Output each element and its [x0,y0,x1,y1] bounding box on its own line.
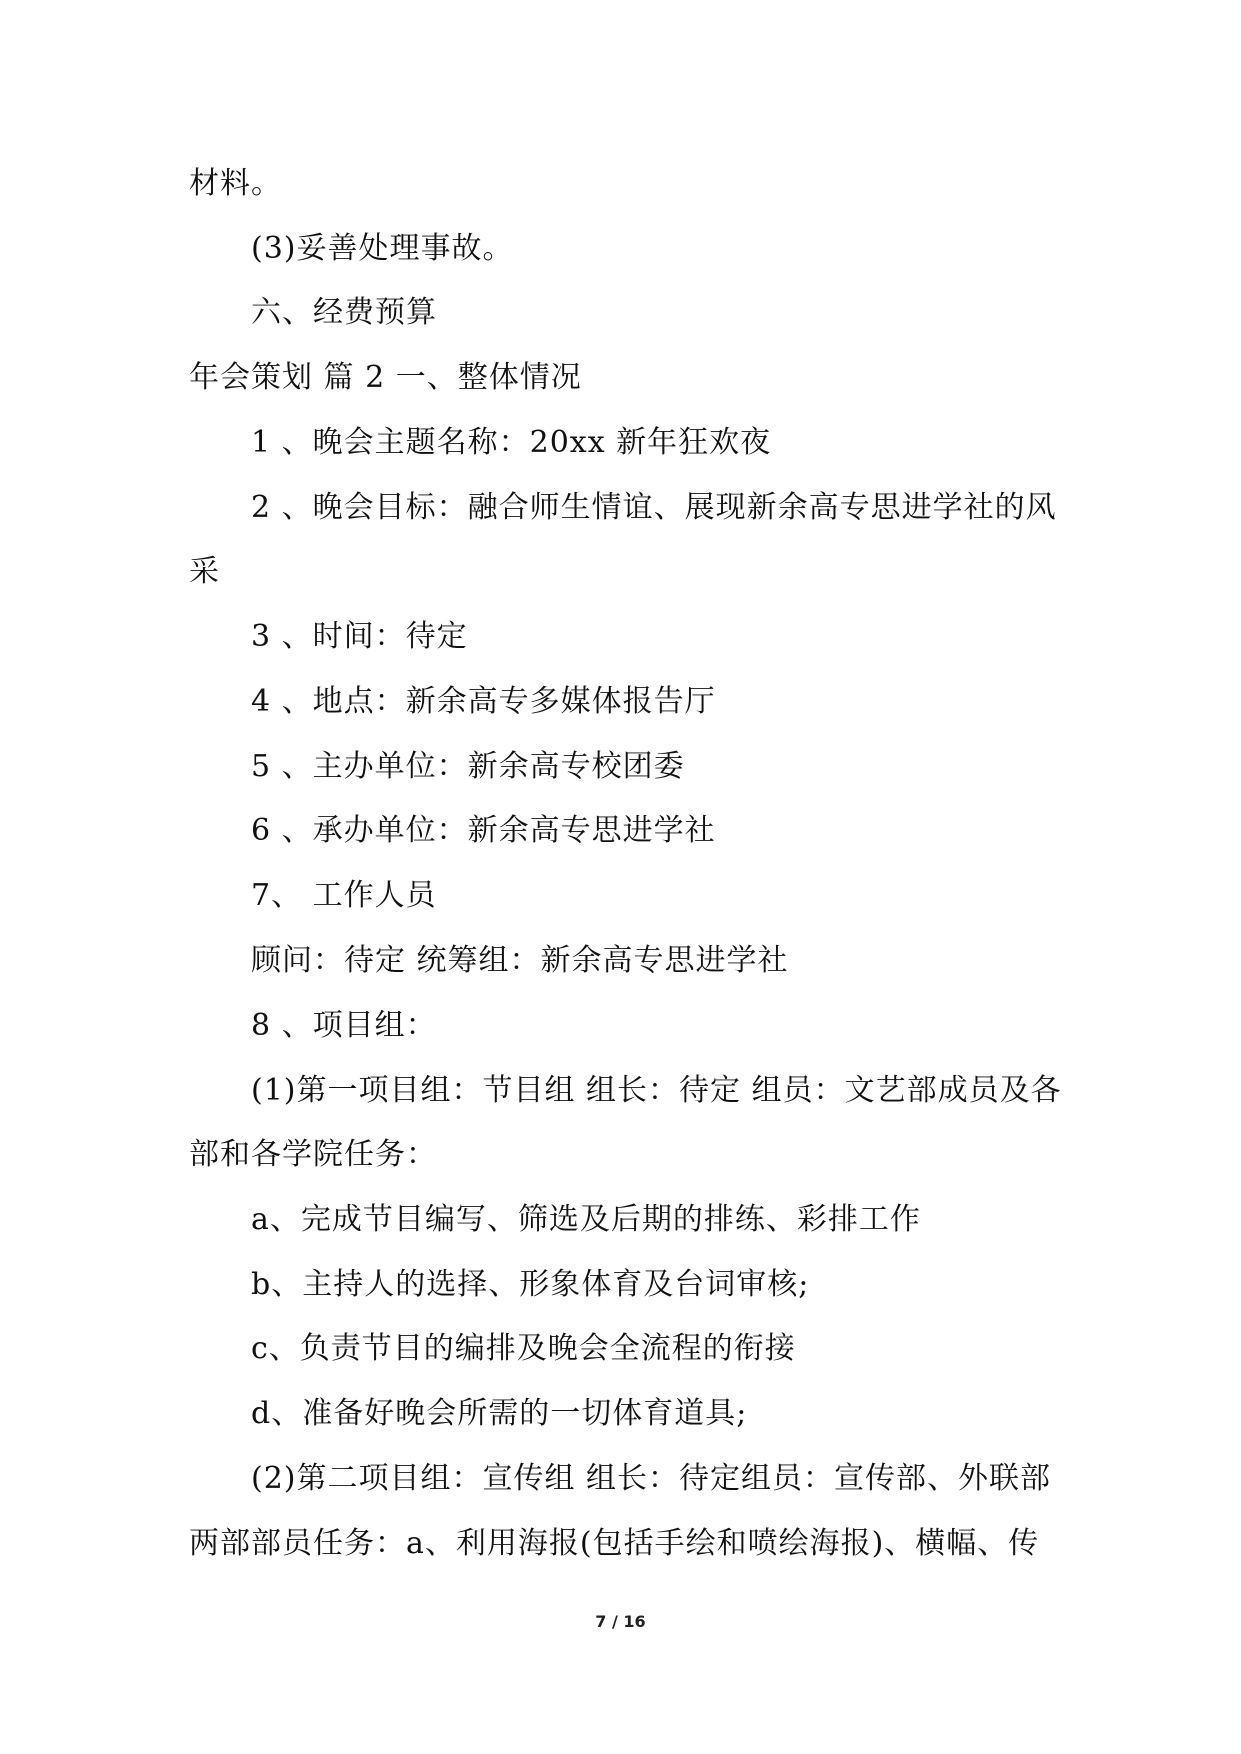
list-item: a、完成节目编写、筛选及后期的排练、彩排工作 [251,1202,921,1237]
paragraph-line: (2)第二项目组：宣传组 组长：待定组员：宣传部、外联部 [251,1461,1052,1496]
paragraph-line: 两部部员任务：a、利用海报(包括手绘和喷绘海报)、横幅、传 [189,1526,1040,1561]
paragraph-line: 2 、晚会目标：融合师生情谊、展现新余高专思进学社的风 [251,490,1057,525]
section-heading: 年会策划 篇 2 一、整体情况 [189,360,582,395]
list-item: c、负责节目的编排及晚会全流程的衔接 [251,1331,796,1366]
paragraph-line: 7、 工作人员 [251,878,437,913]
paragraph-line: 采 [189,554,220,589]
paragraph-line: 1 、晚会主题名称：20xx 新年狂欢夜 [251,425,772,460]
paragraph-line: 部和各学院任务： [189,1137,437,1172]
paragraph-line: 3 、时间：待定 [251,619,468,654]
paragraph-line: (1)第一项目组：节目组 组长：待定 组员：文艺部成员及各 [251,1073,1062,1108]
paragraph-line: 材料。 [189,166,282,201]
paragraph-line: (3)妥善处理事故。 [251,231,514,266]
section-heading: 六、经费预算 [251,295,437,330]
paragraph-line: 6 、承办单位：新余高专思进学社 [251,813,716,848]
list-item: b、主持人的选择、形象体育及台词审核; [251,1267,810,1302]
list-item: d、准备好晚会所需的一切体育道具; [251,1396,748,1431]
page-number: 7 / 16 [595,1612,646,1631]
paragraph-line: 8 、项目组： [251,1008,437,1043]
paragraph-line: 顾问：待定 统筹组：新余高专思进学社 [251,943,789,978]
paragraph-line: 4 、地点：新余高专多媒体报告厅 [251,684,716,719]
paragraph-line: 5 、主办单位：新余高专校团委 [251,749,685,784]
